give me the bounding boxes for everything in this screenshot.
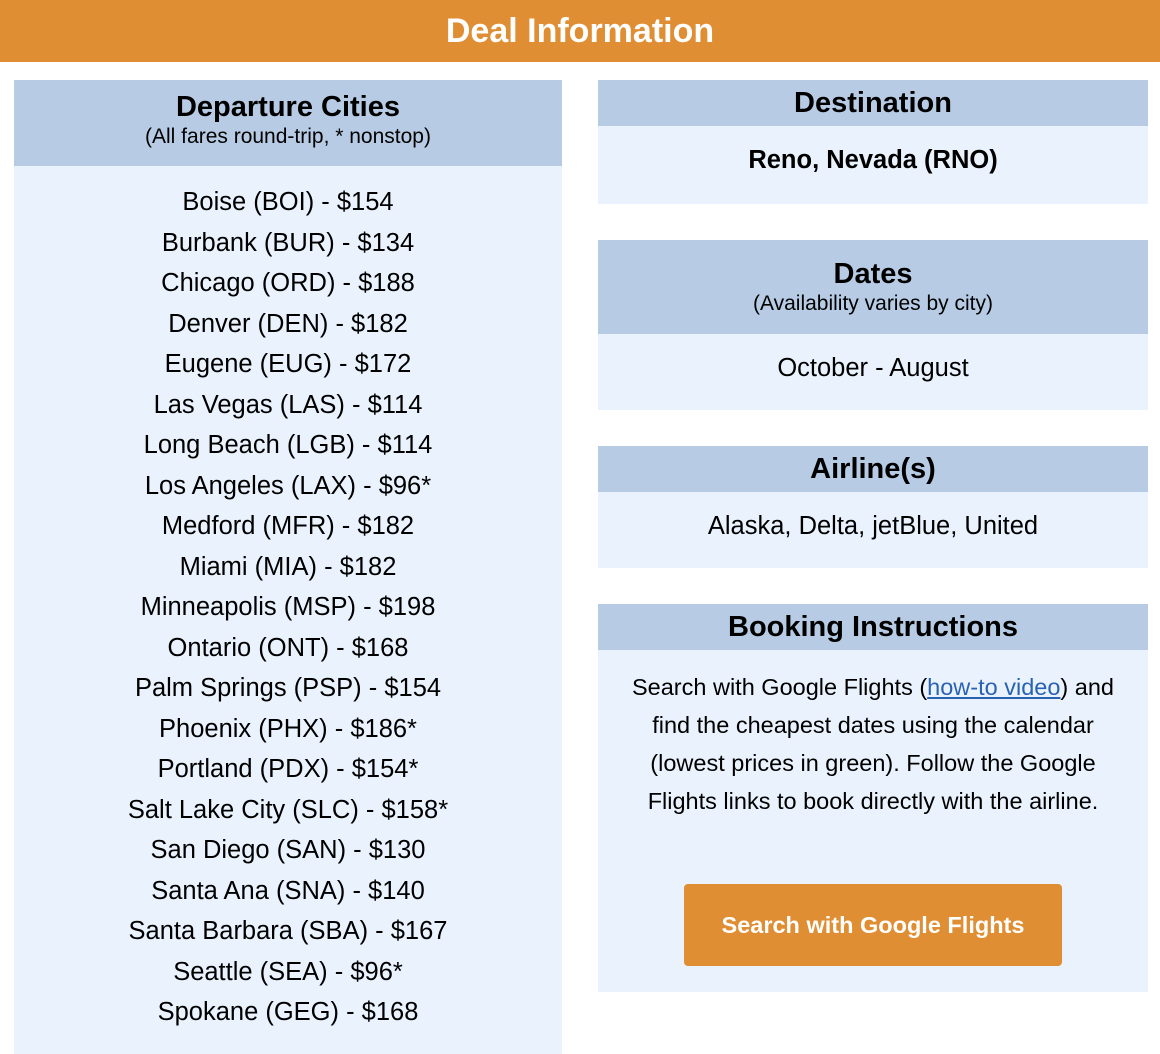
booking-text-before-link: Search with Google Flights ( bbox=[631, 674, 928, 700]
departure-city-item: San Diego (SAN) - $130 bbox=[150, 836, 426, 864]
booking-instructions-panel bbox=[598, 604, 1148, 992]
banner-title: Deal Information bbox=[445, 11, 715, 50]
departure-city-item: Salt Lake City (SLC) - $158* bbox=[127, 795, 449, 824]
departure-city-item: Minneapolis (MSP) - $198 bbox=[140, 593, 436, 621]
departure-city-item: Medford (MFR) - $182 bbox=[161, 512, 415, 540]
departure-city-item: Santa Ana (SNA) - $140 bbox=[151, 876, 425, 905]
dates-title: Dates bbox=[833, 258, 913, 290]
destination-panel bbox=[598, 80, 1148, 204]
departure-city-item: Santa Barbara (SBA) - $167 bbox=[128, 917, 448, 945]
airlines-panel bbox=[598, 446, 1148, 568]
deal-information-banner bbox=[0, 0, 1160, 62]
destination-title: Destination bbox=[794, 87, 952, 119]
departure-city-item: Palm Springs (PSP) - $154 bbox=[134, 674, 442, 702]
departure-city-item: Chicago (ORD) - $188 bbox=[161, 269, 415, 297]
departure-city-item: Ontario (ONT) - $168 bbox=[167, 633, 409, 662]
departure-city-item: Seattle (SEA) - $96* bbox=[173, 957, 403, 986]
departure-city-item: Spokane (GEG) - $168 bbox=[157, 998, 419, 1026]
how-to-video-link[interactable]: how-to video bbox=[927, 674, 1061, 700]
dates-value: October - August bbox=[777, 354, 969, 382]
departure-cities-title: Departure Cities bbox=[175, 91, 400, 123]
airlines-value: Alaska, Delta, jetBlue, United bbox=[707, 512, 1039, 540]
dates-subtitle: (Availability varies by city) bbox=[752, 292, 993, 315]
booking-text-after-link: ) and find the cheapest dates using the calendar (lowest prices in green). Follow the Google Flights links to book directly with the airline. bbox=[647, 674, 1114, 814]
booking-instructions-header bbox=[598, 604, 1148, 650]
departure-city-item: Las Vegas (LAS) - $114 bbox=[153, 390, 423, 419]
search-google-flights-button[interactable]: Search with Google Flights bbox=[684, 884, 1062, 966]
airlines-title: Airline(s) bbox=[810, 453, 936, 485]
dates-header bbox=[598, 240, 1148, 334]
departure-city-item: Portland (PDX) - $154* bbox=[157, 755, 419, 783]
departure-city-list bbox=[14, 182, 562, 1033]
booking-instructions-title: Booking Instructions bbox=[728, 611, 1018, 643]
departure-city-item: Burbank (BUR) - $134 bbox=[161, 228, 415, 257]
booking-instructions-text bbox=[598, 650, 1148, 820]
departure-city-item: Los Angeles (LAX) - $96* bbox=[144, 471, 432, 500]
departure-city-item: Boise (BOI) - $154 bbox=[182, 188, 394, 216]
departure-city-item: Eugene (EUG) - $172 bbox=[164, 350, 412, 378]
departure-city-item: Phoenix (PHX) - $186* bbox=[159, 714, 417, 743]
departure-cities-panel bbox=[14, 80, 562, 1054]
airlines-header bbox=[598, 446, 1148, 492]
departure-cities-header bbox=[14, 80, 562, 166]
destination-value: Reno, Nevada (RNO) bbox=[748, 146, 998, 174]
departure-city-item: Miami (MIA) - $182 bbox=[179, 552, 397, 581]
dates-panel bbox=[598, 240, 1148, 410]
departure-cities-subtitle: (All fares round-trip, * nonstop) bbox=[145, 125, 431, 148]
departure-city-item: Denver (DEN) - $182 bbox=[168, 309, 408, 338]
departure-city-item: Long Beach (LGB) - $114 bbox=[143, 431, 433, 459]
destination-header bbox=[598, 80, 1148, 126]
